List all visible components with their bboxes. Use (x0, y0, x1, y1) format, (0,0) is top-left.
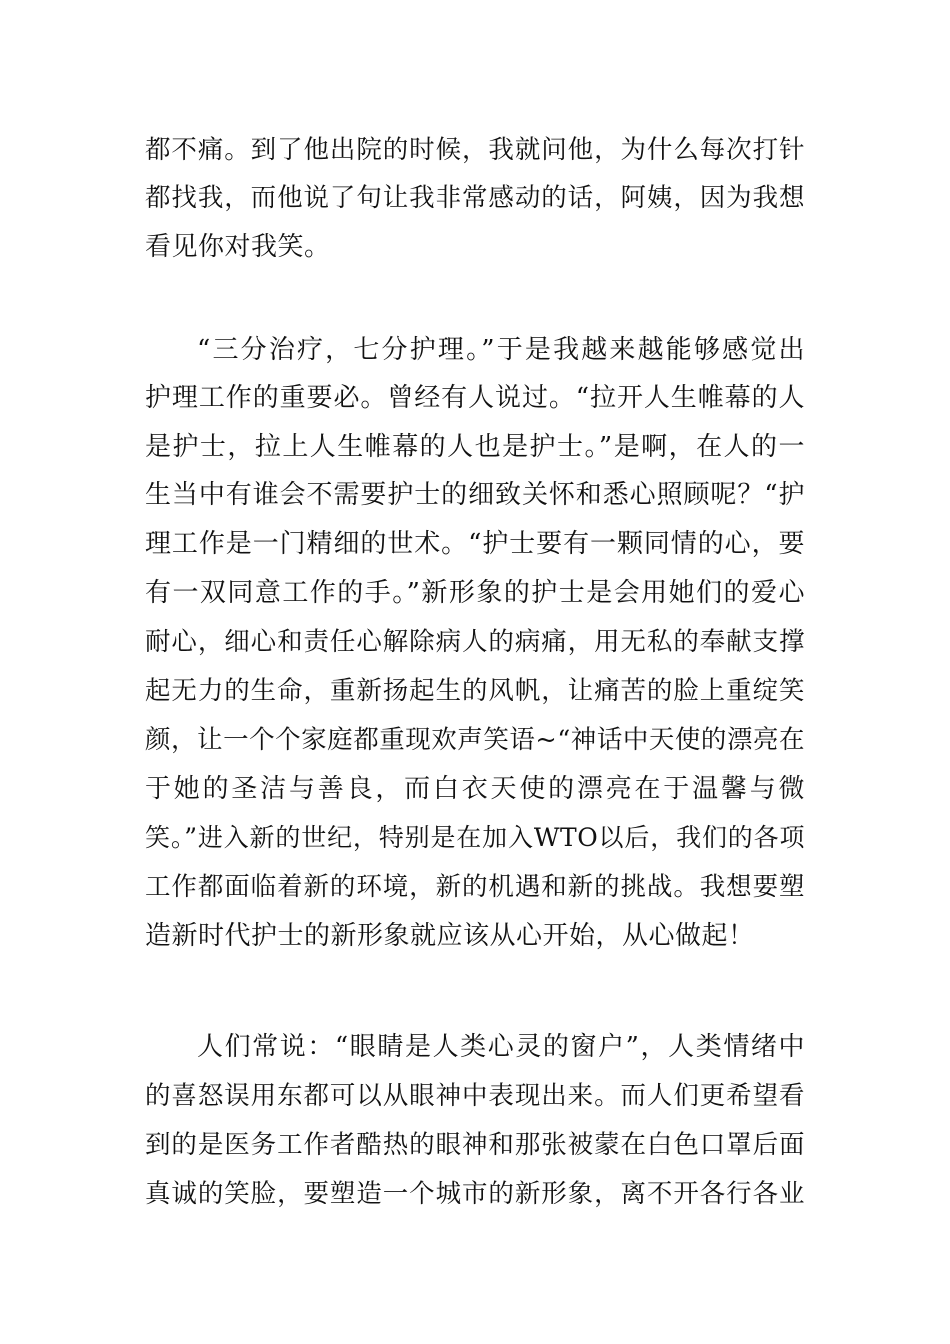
text-line: 是护士，拉上人生帷幕的人也是护士。”是啊，在人的一 (145, 432, 805, 462)
text-line: 人们常说：“眼睛是人类心灵的窗户”，人类情绪中 (197, 1032, 805, 1062)
text-line: 造新时代护士的新形象就应该从心开始，从心做起！ (145, 921, 755, 951)
text-line: 耐心，细心和责任心解除病人的病痛，用无私的奉献支撑 (145, 627, 805, 657)
text-line: 工作都面临着新的环境，新的机遇和新的挑战。我想要塑 (145, 872, 805, 902)
text-line: 的喜怒误用东都可以从眼神中表现出来。而人们更希望看 (145, 1081, 805, 1111)
text-line: 理工作是一门精细的世术。“护士要有一颗同情的心，要 (145, 529, 805, 559)
text-line: 有一双同意工作的手。”新形象的护士是会用她们的爱心 (145, 578, 805, 608)
text-line: 护理工作的重要必。曾经有人说过。“拉开人生帷幕的人 (145, 383, 805, 413)
text-line: 都不痛。到了他出院的时候，我就问他，为什么每次打针 (145, 135, 805, 165)
text-line: “三分治疗，七分护理。”于是我越来越能够感觉出 (197, 335, 805, 365)
text-line: 真诚的笑脸，要塑造一个城市的新形象，离不开各行各业 (145, 1179, 805, 1209)
text-line: 笑。”进入新的世纪，特别是在加入WTO以后，我们的各项 (145, 823, 805, 852)
text-line: 都找我，而他说了句让我非常感动的话，阿姨，因为我想 (145, 183, 805, 213)
text-line: 到的是医务工作者酷热的眼神和那张被蒙在白色口罩后面 (145, 1130, 805, 1160)
text-line: 颜，让一个个家庭都重现欢声笑语~“神话中天使的漂亮在 (145, 725, 805, 755)
text-line: 生当中有谁会不需要护士的细致关怀和悉心照顾呢？“护 (145, 480, 805, 510)
text-line: 看见你对我笑。 (145, 232, 331, 262)
text-line: 于她的圣洁与善良，而白衣天使的漂亮在于温馨与微 (145, 774, 805, 804)
text-line: 起无力的生命，重新扬起生的风帆，让痛苦的脸上重绽笑 (145, 676, 805, 706)
